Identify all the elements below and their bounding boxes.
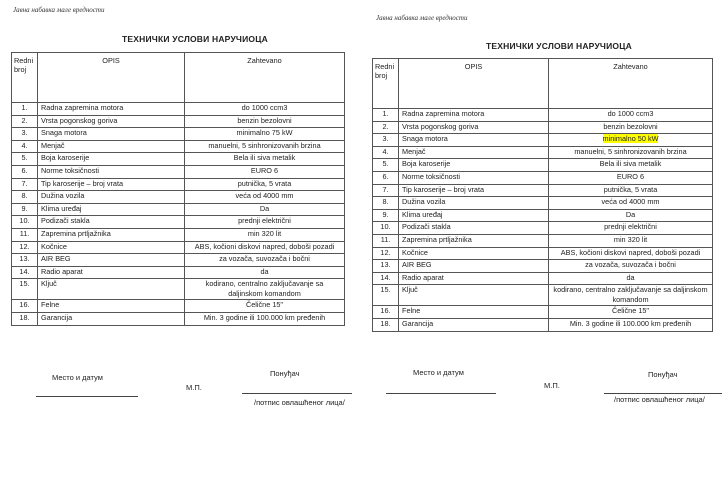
stamp-label: М.П. (186, 383, 202, 392)
row-description (38, 140, 185, 153)
table-row (12, 115, 345, 128)
row-number-text: 13. (380, 260, 391, 270)
row-description-text: Ključ (402, 285, 418, 295)
row-number-text: 9. (382, 209, 389, 219)
table-row (12, 266, 345, 279)
row-number (373, 234, 399, 247)
row-requirement (549, 171, 713, 184)
row-description (38, 228, 185, 241)
row-description-text: AIR BEG (402, 260, 432, 270)
row-description (38, 191, 185, 204)
row-requirement-text: Čelične 15" (611, 306, 650, 316)
place-date-line (386, 393, 496, 394)
row-requirement-text: min 320 lit (613, 234, 648, 244)
table-row (373, 247, 713, 260)
signature-caption: /потпис овлашћеног лица/ (254, 398, 345, 407)
row-description (38, 115, 185, 128)
row-description (38, 103, 185, 116)
row-requirement-text: Min. 3 godine ili 100.000 km pređenih (569, 318, 692, 328)
row-description-text: Kočnice (402, 247, 428, 257)
row-number (12, 241, 38, 254)
row-description (399, 184, 549, 197)
row-description-text: Garancija (402, 318, 434, 328)
row-description (399, 247, 549, 260)
table-row (12, 128, 345, 141)
row-requirement-text: do 1000 ccm3 (607, 109, 654, 118)
row-requirement (549, 234, 713, 247)
row-requirement (549, 197, 713, 210)
row-requirement (185, 165, 345, 178)
col-header-req: Zahtevano (549, 59, 713, 109)
row-requirement (549, 222, 713, 235)
row-number-text: 1. (382, 109, 389, 118)
table-row (12, 216, 345, 229)
bidder-label: Понуђач (648, 370, 678, 379)
row-description (399, 159, 549, 172)
row-requirement-text: benzin bezolovni (237, 115, 292, 125)
row-description (399, 306, 549, 319)
row-requirement (185, 140, 345, 153)
row-number (12, 140, 38, 153)
table-row (12, 279, 345, 300)
row-number-text: 10. (19, 216, 30, 226)
row-number (373, 285, 399, 306)
row-requirement-text: minimalno 50 kW (602, 134, 659, 144)
row-requirement-text: da (260, 266, 269, 276)
row-description-text: Tip karoserije – broj vrata (41, 178, 124, 188)
row-number-text: 2. (21, 115, 28, 125)
row-number-text: 13. (19, 254, 30, 264)
row-number (12, 312, 38, 325)
row-requirement-text: Bela ili siva metalik (599, 159, 662, 169)
row-description (38, 153, 185, 166)
row-number-text: 11. (19, 228, 30, 238)
row-requirement-text: Bela ili siva metalik (233, 153, 296, 163)
row-number-text: 9. (21, 203, 28, 213)
row-number (373, 109, 399, 122)
col-header-req: Zahtevano (185, 53, 345, 103)
row-number-text: 8. (21, 191, 28, 201)
row-description-text: Vrsta pogonskog goriva (41, 115, 118, 125)
row-number-text: 7. (382, 184, 389, 194)
col-header-no: Redni broj (373, 59, 399, 109)
row-number (373, 121, 399, 134)
row-number-text: 16. (380, 306, 391, 316)
row-number-text: 18. (19, 312, 30, 322)
row-description-text: AIR BEG (41, 254, 71, 264)
row-number-text: 11. (380, 234, 391, 244)
row-requirement-text: prednji električni (604, 222, 657, 232)
table-header-row (373, 59, 713, 109)
table-row (373, 285, 713, 306)
table-row (373, 318, 713, 331)
row-requirement (185, 228, 345, 241)
row-requirement (185, 191, 345, 204)
row-number (373, 222, 399, 235)
row-requirement (185, 312, 345, 325)
row-requirement (549, 121, 713, 134)
row-number-text: 12. (380, 247, 391, 257)
row-number (12, 178, 38, 191)
row-number (373, 306, 399, 319)
row-requirement-text: ABS, kočioni diskovi napred, doboši pozadi (560, 247, 701, 257)
table-row (373, 209, 713, 222)
table-row (12, 254, 345, 267)
row-requirement-text: manuelni, 5 sinhronizovanih brzina (208, 140, 321, 150)
row-requirement (549, 209, 713, 222)
row-number-text: 6. (21, 165, 28, 175)
table-row (373, 121, 713, 134)
row-requirement-text: manuelni, 5 sinhronizovanih brzina (574, 146, 687, 156)
row-requirement-text: putnička, 5 vrata (603, 184, 658, 194)
row-description-text: Tip karoserije – broj vrata (402, 184, 485, 194)
row-number-text: 14. (19, 266, 30, 276)
row-number (373, 184, 399, 197)
row-number (12, 191, 38, 204)
row-number (373, 171, 399, 184)
row-description (399, 171, 549, 184)
row-description (399, 146, 549, 159)
row-description (399, 318, 549, 331)
row-requirement (185, 128, 345, 141)
row-description-text: Felne (402, 306, 421, 316)
table-row (12, 203, 345, 216)
row-number (373, 260, 399, 273)
row-requirement-text: kodirano, centralno zaključavanje sa daljinskom komandom (205, 279, 324, 299)
row-number-text: 15. (19, 279, 30, 289)
row-description-text: Snaga motora (41, 128, 87, 138)
row-number (373, 247, 399, 260)
spec-table (11, 52, 345, 326)
row-number-text: 7. (21, 178, 28, 188)
row-requirement-text: Min. 3 godine ili 100.000 km pređenih (203, 312, 326, 322)
row-number-text: 15. (380, 285, 391, 295)
table-row (373, 260, 713, 273)
row-description (399, 285, 549, 306)
table-row (373, 306, 713, 319)
row-requirement (185, 203, 345, 216)
signature-line (242, 393, 352, 394)
table-body (373, 109, 713, 332)
row-requirement-text: EURO 6 (616, 171, 645, 181)
row-number-text: 5. (382, 159, 389, 169)
row-description (399, 197, 549, 210)
row-requirement-text: veća od 4000 mm (601, 197, 660, 207)
row-description (38, 165, 185, 178)
place-date-label: Место и датум (52, 373, 103, 382)
row-description-text: Zapremina prtljažnika (41, 228, 111, 238)
row-number-text: 8. (382, 197, 389, 207)
header-note: Јавна набавка мале вредности (376, 14, 468, 22)
row-requirement-text: Da (625, 209, 636, 219)
row-description-text: Menjač (402, 146, 426, 156)
row-requirement (549, 146, 713, 159)
row-requirement (185, 254, 345, 267)
row-requirement (185, 153, 345, 166)
row-requirement (549, 247, 713, 260)
row-description-text: Radio aparat (41, 266, 83, 276)
row-description (399, 121, 549, 134)
table-row (12, 300, 345, 313)
signature-line (604, 393, 722, 394)
row-description-text: Ključ (41, 279, 57, 289)
table-row (373, 109, 713, 122)
row-description (38, 254, 185, 267)
row-description-text: Dužina vozila (41, 191, 85, 201)
col-header-desc: OPIS (38, 53, 185, 103)
row-requirement-text: kodirano, centralno zaključavanje sa daljinskom komandom (553, 285, 708, 305)
row-requirement (549, 109, 713, 122)
row-requirement-text: da (626, 272, 635, 282)
row-requirement-text: veća od 4000 mm (235, 191, 294, 201)
table-row (373, 197, 713, 210)
row-description (399, 109, 549, 122)
row-description (38, 216, 185, 229)
row-number (12, 203, 38, 216)
table-row (373, 222, 713, 235)
row-description (399, 222, 549, 235)
place-date-line (36, 396, 138, 397)
row-description-text: Podizači stakla (402, 222, 451, 232)
table-row (12, 312, 345, 325)
row-number (373, 134, 399, 147)
row-number (373, 146, 399, 159)
table-row (373, 171, 713, 184)
row-description-text: Radio aparat (402, 272, 444, 282)
col-header-desc: OPIS (399, 59, 549, 109)
row-requirement (549, 285, 713, 306)
row-number-text: 2. (382, 121, 389, 131)
table-row (12, 140, 345, 153)
row-number (12, 103, 38, 116)
row-requirement-text: za vozača, suvozača i bočni (219, 254, 310, 264)
table-row (12, 165, 345, 178)
row-number (12, 228, 38, 241)
place-date-label: Место и датум (413, 368, 464, 377)
row-description (38, 203, 185, 216)
table-header-row (12, 53, 345, 103)
row-description-text: Kočnice (41, 241, 67, 251)
row-requirement (185, 266, 345, 279)
row-number-text: 10. (380, 222, 391, 232)
row-requirement (185, 178, 345, 191)
row-number-text: 14. (380, 272, 391, 282)
row-requirement (185, 216, 345, 229)
row-description (38, 300, 185, 313)
row-requirement (185, 103, 345, 116)
row-number-text: 3. (382, 134, 389, 144)
row-requirement-text: Da (259, 203, 270, 213)
row-number-text: 4. (382, 146, 389, 156)
table-row (373, 159, 713, 172)
row-number (12, 216, 38, 229)
table-row (12, 153, 345, 166)
row-description (38, 266, 185, 279)
row-description-text: Felne (41, 300, 60, 310)
row-number-text: 5. (21, 153, 28, 163)
row-description-text: Podizači stakla (41, 216, 90, 226)
row-description (38, 128, 185, 141)
col-header-no: Redni broj (12, 53, 38, 103)
row-description-text: Klima uređaj (41, 203, 82, 213)
row-number (12, 254, 38, 267)
row-number-text: 4. (21, 140, 28, 150)
row-description-text: Dužina vozila (402, 197, 446, 207)
row-requirement-text: ABS, kočioni diskovi napred, doboši pozadi (194, 241, 335, 251)
doc-title: ТЕХНИЧКИ УСЛОВИ НАРУЧИОЦА (486, 41, 632, 51)
right-document-page (364, 0, 728, 485)
bidder-label: Понуђач (270, 369, 300, 378)
row-requirement (549, 260, 713, 273)
row-description (38, 279, 185, 300)
row-requirement-text: putnička, 5 vrata (237, 178, 292, 188)
row-number (12, 300, 38, 313)
row-number (373, 209, 399, 222)
row-requirement-text: benzin bezolovni (603, 121, 658, 131)
row-number (12, 266, 38, 279)
row-number (373, 197, 399, 210)
row-description (399, 234, 549, 247)
row-description-text: Garancija (41, 312, 73, 322)
stamp-label: М.П. (544, 381, 560, 390)
row-requirement (549, 159, 713, 172)
row-description-text: Zapremina prtljažnika (402, 234, 472, 244)
row-requirement-text: do 1000 ccm3 (241, 103, 288, 112)
table-row (373, 234, 713, 247)
row-requirement (185, 300, 345, 313)
row-requirement (549, 272, 713, 285)
table-row (373, 184, 713, 197)
row-description (38, 312, 185, 325)
signature-caption: /потпис овлашћеног лица/ (614, 395, 705, 404)
spec-table (372, 58, 713, 332)
row-requirement-text: minimalno 75 kW (236, 128, 293, 138)
row-number (12, 153, 38, 166)
row-number-text: 1. (21, 103, 28, 112)
row-description-text: Snaga motora (402, 134, 448, 144)
row-requirement-text: prednji električni (238, 216, 291, 226)
row-number-text: 6. (382, 171, 389, 181)
row-description (399, 209, 549, 222)
header-note: Јавна набавка мале вредности (13, 6, 105, 14)
row-description (38, 178, 185, 191)
table-row (12, 103, 345, 116)
row-requirement-text: EURO 6 (250, 165, 279, 175)
row-description-text: Radna zapremina motora (41, 103, 124, 112)
row-description-text: Radna zapremina motora (402, 109, 485, 118)
row-number (12, 279, 38, 300)
row-description (399, 272, 549, 285)
row-description (38, 241, 185, 254)
row-number (373, 272, 399, 285)
doc-title: ТЕХНИЧКИ УСЛОВИ НАРУЧИОЦА (122, 34, 268, 44)
row-requirement-text: Čelične 15" (245, 300, 284, 310)
row-number (373, 159, 399, 172)
table-row (12, 241, 345, 254)
row-description-text: Norme toksičnosti (402, 171, 460, 181)
table-row (373, 146, 713, 159)
row-requirement (185, 241, 345, 254)
table-row (12, 178, 345, 191)
row-number (12, 115, 38, 128)
row-number-text: 12. (19, 241, 30, 251)
table-body (12, 103, 345, 326)
row-requirement-text: za vozača, suvozača i bočni (585, 260, 676, 270)
row-requirement (549, 318, 713, 331)
row-number-text: 3. (21, 128, 28, 138)
row-requirement-text: min 320 lit (247, 228, 282, 238)
row-requirement (185, 279, 345, 300)
table-row (12, 228, 345, 241)
row-number (12, 165, 38, 178)
table-row (373, 272, 713, 285)
row-number (373, 318, 399, 331)
row-requirement (549, 184, 713, 197)
row-number-text: 18. (380, 318, 391, 328)
row-number (12, 128, 38, 141)
row-description-text: Boja karoserije (41, 153, 90, 163)
row-description-text: Menjač (41, 140, 65, 150)
row-number-text: 16. (19, 300, 30, 310)
row-description-text: Klima uređaj (402, 209, 443, 219)
row-description-text: Vrsta pogonskog goriva (402, 121, 479, 131)
row-description (399, 134, 549, 147)
row-requirement (549, 134, 713, 147)
table-row (373, 134, 713, 147)
row-description (399, 260, 549, 273)
row-description-text: Norme toksičnosti (41, 165, 99, 175)
row-description-text: Boja karoserije (402, 159, 451, 169)
row-requirement (549, 306, 713, 319)
row-requirement (185, 115, 345, 128)
table-row (12, 191, 345, 204)
